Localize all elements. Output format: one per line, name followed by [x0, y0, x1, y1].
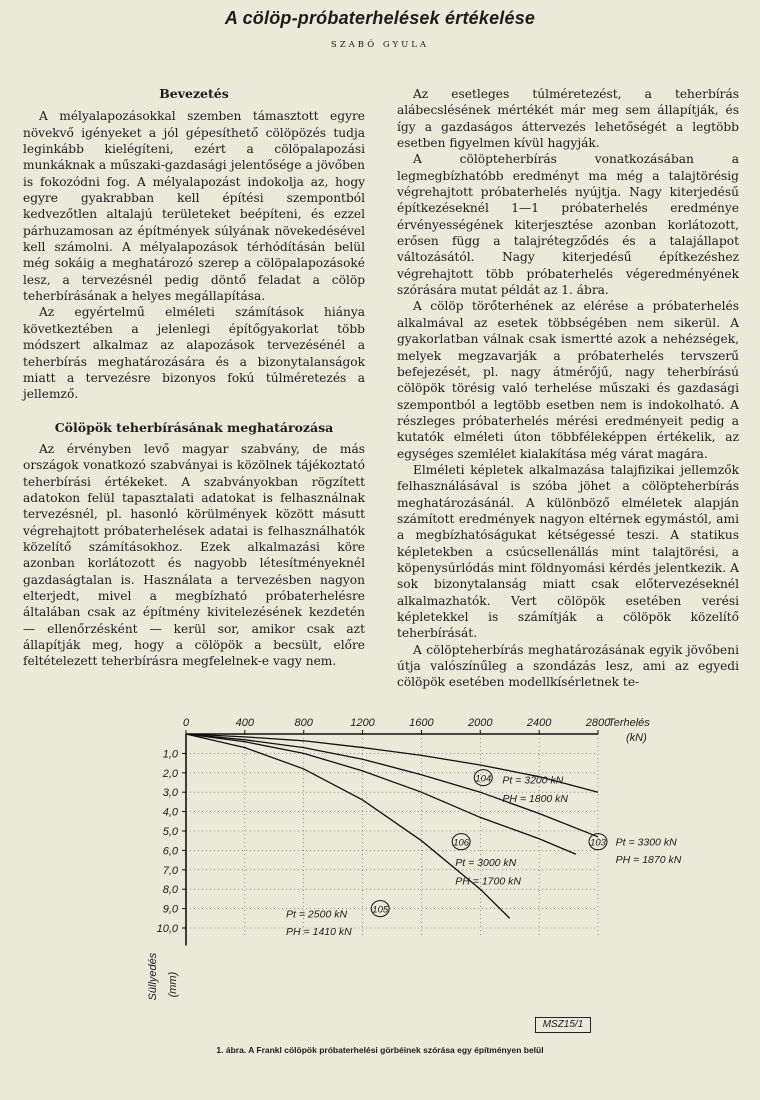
y-tick-label: 5,0 [162, 826, 178, 838]
y-tick-label: 6,0 [162, 845, 178, 858]
x-tick-label: 1600 [409, 717, 434, 729]
curve-number-label: 105 [372, 904, 389, 916]
x-tick-label: 2400 [526, 717, 552, 729]
curve-pt-label: Pt = 3000 kN [455, 857, 517, 870]
curve-ph-label: PH = 1870 kN [615, 854, 682, 867]
load-settlement-chart [0, 712, 760, 1052]
x-tick-label: 2000 [468, 717, 493, 729]
curve-pt-label: Pt = 2500 kN [286, 908, 348, 921]
x-axis-label: Terhelés [608, 717, 650, 729]
paragraph: Az egyértelmű elméleti számítások hiánya következtében a jelenlegi építőgyakorlat több módszert alkalmaz az alapozások tervezésénél a teherbírás meghatározására és a bizonytalanságok miatt a tervezésre bizonyos fokú túlméretezés a jellemző. [23, 305, 365, 402]
section-heading-intro: Bevezetés [159, 86, 229, 101]
left-column [23, 86, 365, 670]
y-tick-label: 7,0 [162, 864, 178, 877]
paragraph: Az esetleges túlméretezést, a teherbírás alábecslésének mértékét már meg sem állapítják, és így a gazdaságos áttervezés lehetőségét a legtöbb esetben figyelmen kívül hagyják. [397, 87, 739, 151]
y-tick-label: 4,0 [162, 806, 178, 819]
figure-caption: 1. ábra. A Frankl cölöpök próbaterhelési görbéinek szórása egy építményen belül [216, 1045, 544, 1055]
x-tick-label: 2800 [585, 717, 611, 729]
curve-ph-label: PH = 1700 kN [455, 875, 521, 888]
section-heading-capacity: Cölöpök teherbírásának meghatározása [54, 419, 334, 435]
x-tick-label: 0 [182, 717, 190, 729]
curve-ph-label: PH = 1800 kN [502, 793, 569, 806]
paragraph: A cölöp törőterhének az elérése a próbaterhelés alkalmával az esetek többségében nem sikerül. A gyakorlatban válnak csak ismertté azok a nehézségek, melyek megzavarják a próbaterhelés tervszerű befejezését, pl. nagy átmérőjű, nagy teherbírású cölöpök törésig való terhelése műszaki és gazdasági szempontból a legtöbb esetben nem is indokolható. A részleges próbaterhelés mérési eredményeit pedig a kutatók elméleti úton többféleképpen értékelik, az egységes szemlélet kialakítása még várat magára. [397, 299, 739, 461]
x-tick-label: 800 [294, 717, 313, 729]
y-tick-label: 10,0 [156, 923, 178, 935]
author-name: SZABÓ GYULA [330, 40, 430, 50]
x-axis-unit: (kN) [626, 732, 647, 744]
curve-pt-label: Pt = 3200 kN [502, 774, 564, 787]
paragraph: A cölöpteherbírás vonatkozásában a legmegbízhatóbb eredményt ma még a talajtörésig végrehajtott próbaterhelés nyújtja. Nagy kiterjedésű építkezéseknél 1—1 próbaterhelés eredménye érvényességének kiterjesztése azonban korlátozott, erősen függ a talajrétegződés és a talajállapot változásától. Nagy kiterjedésű építkezéshez végrehajtott több próbaterhelés végeredményének szórására mutat példát az 1. ábra. [397, 152, 739, 298]
figure-reference: MSZ15/1 [535, 1017, 591, 1033]
curve-pt-label: Pt = 3300 kN [615, 836, 677, 849]
y-tick-label: 8,0 [162, 884, 178, 897]
curve-ph-label: PH = 1410 kN [286, 925, 352, 938]
settlement-figure [0, 712, 760, 1062]
curve-number-label: 106 [453, 837, 470, 849]
paragraph: A mélyalapozásokkal szemben támasztott egyre növekvő igényeket a jól gépesíthető cölöpözés tudja leginkább kielégíteni, ezért a cölöpalapozási munkáknak a műszaki-gazdasági jelentősége a jövőben is fokozódni fog. A mélyalapozást indokolja az, hogy egyre gyakrabban kell építési szempontból kedvezőtlen altalajú területeket beépíteni, és ezzel párhuzamosan az építmények súlyának növekedésével kell számolni. A mélyalapozások térhódításán belül még sokáig a meghatározó szerep a cölöpalapozásoké lesz, a tervezésnél pedig döntő feladat a cölöp teherbírásának a helyes megállapítása. [23, 109, 365, 304]
x-tick-label: 1200 [350, 717, 375, 729]
y-axis-label: Süllyedés [147, 952, 159, 1001]
y-tick-label: 9,0 [162, 903, 178, 916]
y-tick-label: 1,0 [162, 748, 178, 761]
right-column [397, 86, 739, 691]
paragraph: Az érvényben levő magyar szabvány, de más országok vonatkozó szabványai is közölnek tájékoztató teherbírási értékeket. A szabványokban rögzített adatokon felül tapasztalati adatokat is felhasználnak tervezésnél, pl. hasonló körülmények között másutt végrehajtott próbaterhelések adatai is felhasználhatók közelítő számításokhoz. Ezek alkalmazási köre azonban korlátozott és nagyobb létesítményeknél gazdaságtalan is. Használata a tervezésben nagyon elterjedt, mivel a megbízható próbaterhelésre általában csak az építmény kivitelezésének kezdetén — ellenőrzésként — kerül sor, amikor csak azt állapítják meg, hogy a cölöpök a becsült, előre feltételezett teherbírásra megfelelnek-e vagy nem. [23, 441, 365, 669]
paragraph: A cölöpteherbírás meghatározásának egyik jövőbeni útja valószínűleg a szondázás lesz, ami az egyedi cölöpök esetében modellkísérletnek te- [397, 642, 739, 690]
paragraph: Elméleti képletek alkalmazása talajfizikai jellemzők felhasználásával is szóba jöhet a cölöpteherbírás meghatározásánál. A különböző elméletek alapján számított eredmények nagyon eltérnek egymástól, ami a megbízhatóságukat kétségessé teszi. A statikus képletekben a csúcsellenállás mint talajtörési, a köpenysúrlódás mint földnyomási kérdés jelentkezik. A sok bizonytalanság miatt csak előtervezéseknél alkalmazhatók. Vert cölöpök esetében verési képletekkel is számítják a cölöpök közelítő teherbírását. [397, 462, 739, 641]
y-tick-label: 2,0 [162, 767, 178, 780]
x-tick-label: 400 [235, 717, 255, 729]
curve-number-label: 103 [590, 837, 606, 849]
page-title: A cölöp-próbaterhelések értékelése [224, 8, 536, 28]
y-axis-unit: (mm) [167, 971, 179, 998]
y-tick-label: 3,0 [162, 787, 178, 800]
curve-number-label: 104 [475, 773, 492, 785]
